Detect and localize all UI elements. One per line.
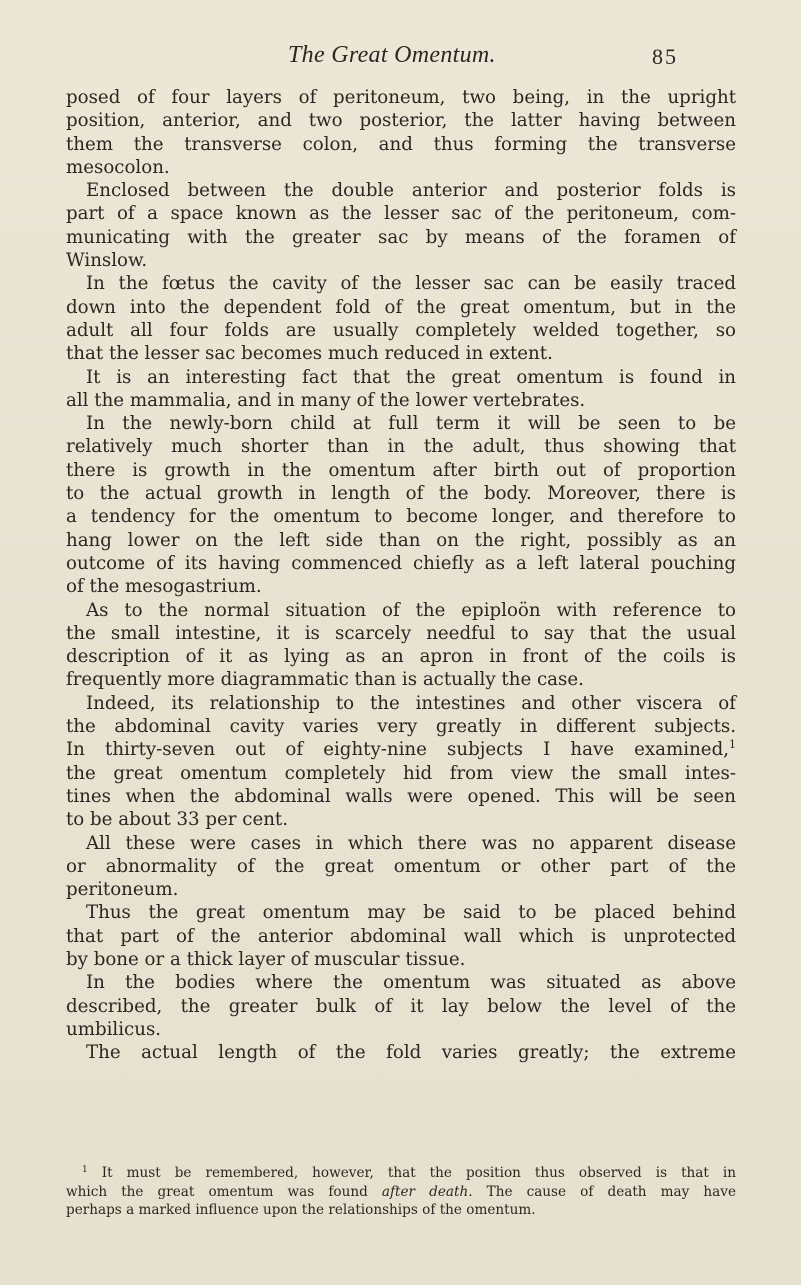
paragraph [66,971,736,1041]
text-line: In the fœtus the cavity of the lesser sac can be easily traced [86,273,736,295]
paragraph [66,366,736,413]
text-line: them the transverse colon, and thus forming the transverse [66,133,736,155]
text-line: that part of the anterior abdominal wall which is unprotected [66,925,736,947]
text-line: described, the greater bulk of it lay below the level of the [66,995,736,1017]
footnote-line: perhaps a marked influence upon the relationships of the omentum. [66,1202,536,1218]
text-line: Indeed, its relationship to the intestines and other viscera of [86,692,736,714]
text-line: All these were cases in which there was no apparent disease [86,832,736,854]
running-head [0,42,801,72]
text-line: position, anterior, and two posterior, the latter having between [66,110,736,132]
text-line: peritoneum. [66,879,179,901]
text-line: all the mammalia, and in many of the lower vertebrates. [66,389,586,411]
footnote-marker: 1 [82,1165,88,1175]
body-text [66,86,736,1064]
paragraph [66,599,736,692]
text-line: In the newly-born child at full term it will be seen to be [86,413,736,435]
text-line: relatively much shorter than in the adult, thus showing that [66,436,736,458]
text-line: Thus the great omentum may be said to be placed behind [86,902,736,924]
text-line: the small intestine, it is scarcely needful to say that the usual [66,622,736,644]
text-line: down into the dependent fold of the great omentum, but in the [66,296,736,318]
text-line: umbilicus. [66,1018,162,1040]
text-line [66,738,736,761]
emphasis-text: after death. [381,1183,473,1200]
paragraph [66,1041,736,1064]
paragraph [66,412,736,598]
text-line: to be about 33 per cent. [66,809,289,831]
text-line: the abdominal cavity varies very greatly in different subjects. [66,716,736,738]
text-line: mesocolon. [66,156,170,178]
text-line: adult all four folds are usually completely welded together, so [66,319,736,341]
paragraph [66,832,736,902]
text-line: the great omentum completely hid from view the small intes- [66,762,736,784]
text-line: of the mesogastrium. [66,576,262,598]
footnote-line [66,1164,736,1183]
text-line: The actual length of the fold varies greatly; the extreme [86,1042,736,1064]
text-line: Winslow. [66,250,148,272]
text-line: description of it as lying as an apron in front of the coils is [66,646,736,668]
paragraph [66,692,736,832]
text-fragment: In thirty-seven out of eighty-nine subjects I have examined, [66,739,729,761]
text-line: municating with the greater sac by means of the foramen of [66,226,736,248]
text-line: or abnormality of the great omentum or other part of the [66,855,736,877]
running-title: The Great Omentum. [288,42,496,68]
text-line: by bone or a thick layer of muscular tissue. [66,948,466,970]
text-line: part of a space known as the lesser sac of the peritoneum, com- [66,203,736,225]
text-line: Enclosed between the double anterior and posterior folds is [86,180,736,202]
text-line: As to the normal situation of the epiploön with reference to [86,599,736,621]
text-line: hang lower on the left side than on the right, possibly as an [66,529,736,551]
text-fragment: which the great omentum was found [66,1183,382,1200]
text-fragment: The cause of death may have [472,1183,737,1200]
text-line: posed of four layers of peritoneum, two being, in the upright [66,87,736,108]
footnote-line [66,1183,736,1202]
text-line: It is an interesting fact that the great omentum is found in [86,366,736,388]
text-fragment: It must be remembered, however, that the position thus observed is that in [101,1165,736,1181]
text-line: a tendency for the omentum to become longer, and therefore to [66,506,736,528]
footnote [66,1164,736,1220]
paragraph [66,179,736,272]
paragraph [66,86,736,179]
text-line: to the actual growth in length of the body. Moreover, there is [66,483,736,505]
text-line: In the bodies where the omentum was situated as above [86,972,736,994]
footnote-reference: 1 [729,738,736,752]
text-line: there is growth in the omentum after birth out of proportion [66,459,736,481]
page-number: 85 [652,44,678,69]
text-line: frequently more diagrammatic than is actually the case. [66,669,584,691]
paragraph [66,272,736,365]
paragraph [66,901,736,971]
text-line: tines when the abdominal walls were opened. This will be seen [66,785,736,807]
text-line: that the lesser sac becomes much reduced in extent. [66,343,553,365]
text-line: outcome of its having commenced chiefly as a left lateral pouching [66,552,736,574]
